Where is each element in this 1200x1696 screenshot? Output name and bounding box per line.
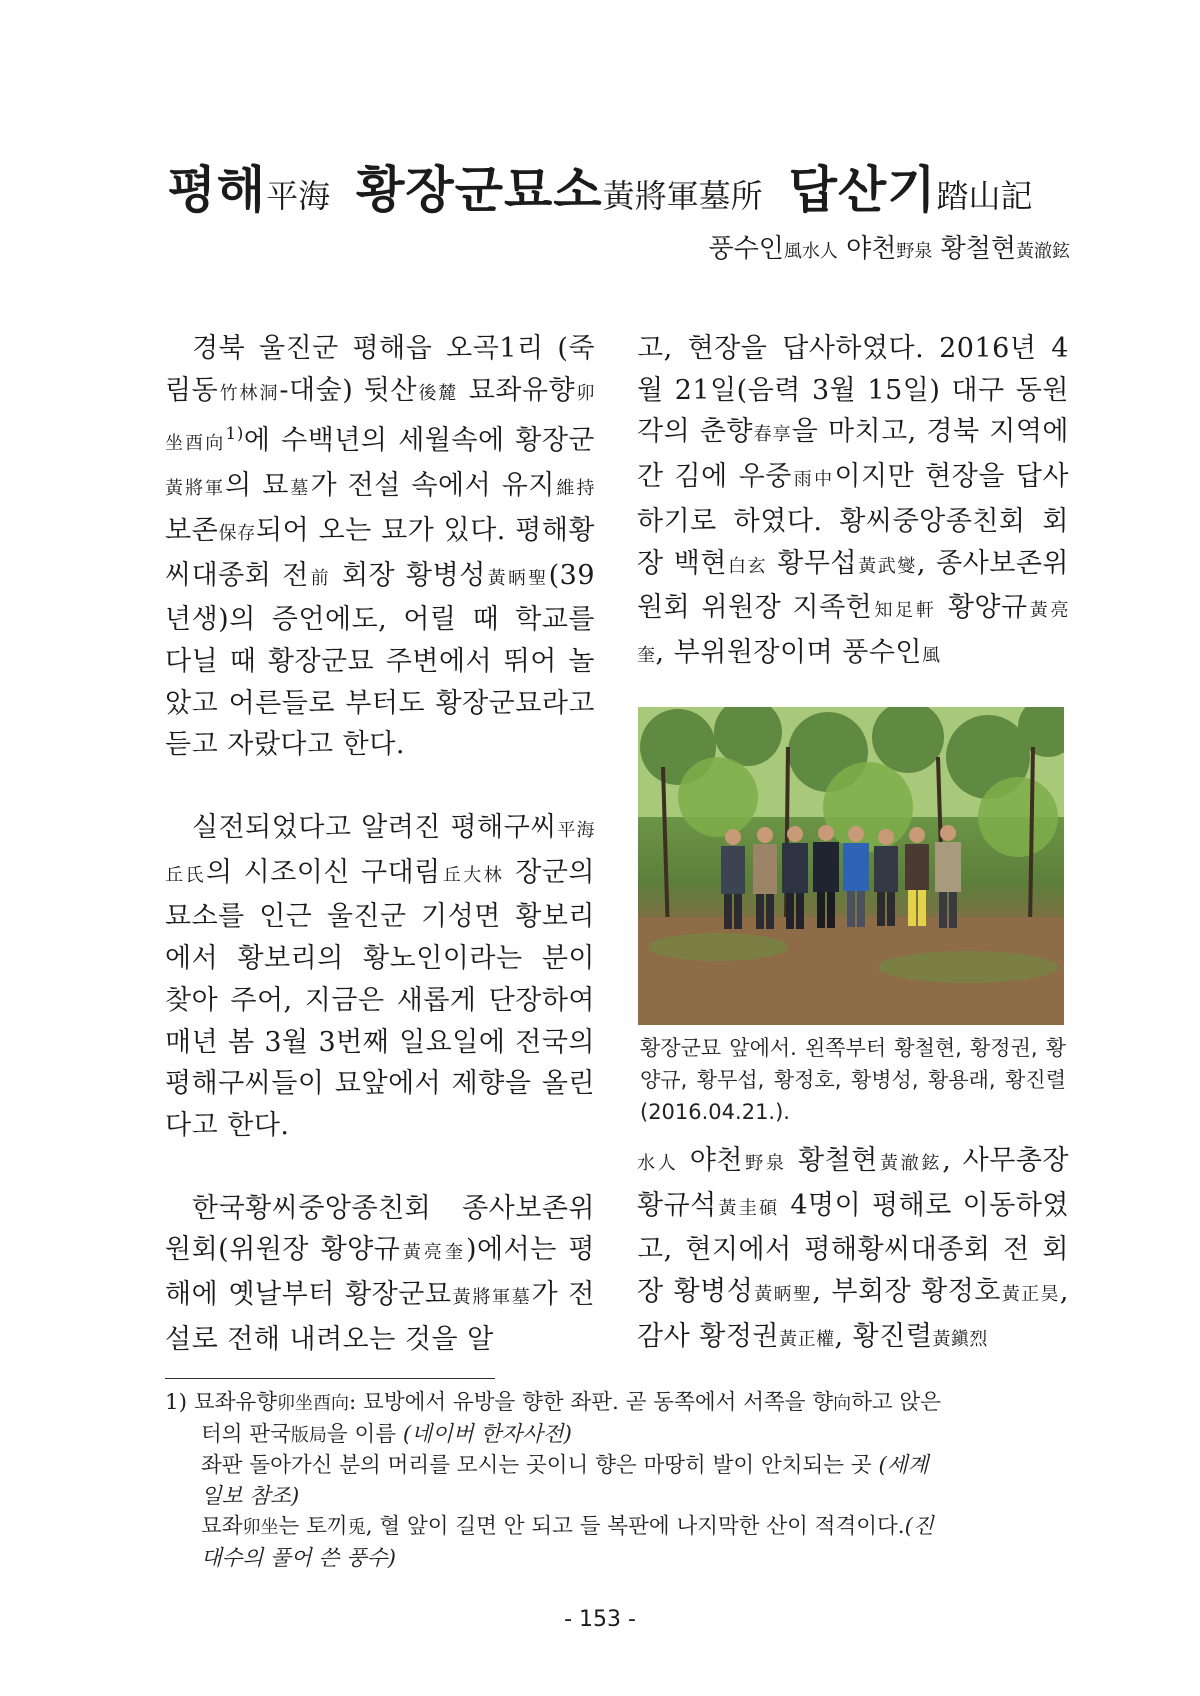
body-text: )에서는 평해에 옛날부터 황장군묘 bbox=[165, 1234, 596, 1311]
hanja-gloss: 前 bbox=[308, 567, 332, 589]
body-text: 가 전설 속에서 유지 bbox=[310, 470, 555, 502]
article-title bbox=[0, 158, 1200, 228]
hanja-gloss: 黃亮奎 bbox=[400, 1242, 467, 1264]
footnote-source: (세계 bbox=[878, 1453, 929, 1478]
title-hanja-1: 平海 bbox=[266, 177, 331, 215]
group-photo bbox=[638, 707, 1064, 1025]
body-text: 회장 황병성 bbox=[331, 559, 486, 591]
footnote-text: 묘좌 bbox=[201, 1514, 243, 1539]
title-hanja-2: 黃將軍墓所 bbox=[602, 177, 763, 215]
footnote-hanja: 卯坐酉向 bbox=[276, 1393, 349, 1414]
footnote-text: , 혈 앞이 길면 안 되고 들 복판에 나지막한 산이 적격이다. bbox=[365, 1514, 905, 1539]
body-text: , 황진렬 bbox=[834, 1320, 933, 1352]
footnote bbox=[165, 1388, 1070, 1574]
left-column bbox=[165, 328, 595, 1360]
footnote-line-4 bbox=[165, 1482, 1070, 1513]
paragraph-2 bbox=[165, 807, 595, 1147]
body-text: 실전되었다고 알려진 평해구씨 bbox=[192, 812, 557, 844]
hanja-gloss: 雨中 bbox=[791, 469, 835, 491]
body-text: 이지만 현장을 답사하기로 하였다. 황씨중앙종친회 회장 백현 bbox=[637, 461, 1070, 579]
hanja-gloss: 水人 bbox=[637, 1153, 679, 1174]
footnote-line-3 bbox=[165, 1451, 1070, 1482]
footnote-hanja: 兎 bbox=[347, 1517, 366, 1538]
right-column-bottom bbox=[637, 1140, 1069, 1361]
hanja-gloss: 風 bbox=[922, 644, 941, 666]
footnote-text: : 묘방에서 유방을 향한 좌판. 곧 동쪽에서 서쪽을 향 bbox=[348, 1390, 834, 1415]
footnote-hanja: 向 bbox=[833, 1393, 852, 1414]
footnote-source: (네이버 한자사전) bbox=[402, 1421, 572, 1447]
author-pen-name-hanja: 野泉 bbox=[896, 241, 933, 262]
footnote-line-2 bbox=[165, 1420, 1070, 1452]
body-text: , 부회장 황정호 bbox=[812, 1276, 1001, 1308]
hanja-gloss: 黃武燮 bbox=[857, 555, 917, 577]
body-text: 4명이 평해로 이동하였고, 현지에서 평해황씨대종회 전 회장 황병성 bbox=[637, 1189, 1069, 1308]
body-text: 장군의 묘소를 인근 울진군 기성면 황보리에서 황보리의 황노인이라는 분이 찾아 주어, 지금은 새롭게 단장하여 매년 봄 3월 3번째 일요일에 전국의 평해구씨들이 묘앞에서 제향을 올린다고 한다. bbox=[165, 856, 596, 1141]
right-column-top bbox=[637, 328, 1069, 677]
paragraph-4 bbox=[637, 328, 1069, 677]
hanja-gloss: 竹林洞 bbox=[218, 382, 280, 404]
hanja-gloss: 黃澈鉉 bbox=[877, 1153, 943, 1174]
author-name-hanja: 黃澈鉉 bbox=[1016, 241, 1070, 262]
footnote-line-5 bbox=[165, 1512, 1070, 1544]
author-pen-name: 야천 bbox=[846, 234, 897, 264]
body-text: , 사무총장 황규석 bbox=[637, 1145, 1070, 1221]
hanja-gloss: 墓 bbox=[288, 478, 311, 500]
hanja-gloss: 黃圭碩 bbox=[716, 1197, 780, 1219]
body-text: 보존 bbox=[165, 514, 219, 546]
body-text: 에 수백년의 세월속에 황장군 bbox=[243, 425, 595, 457]
author-title-hanja: 風水人 bbox=[783, 241, 838, 262]
footnote-text: 는 토끼 bbox=[278, 1514, 348, 1539]
hanja-gloss: 黃昞聖 bbox=[485, 567, 549, 589]
hanja-gloss: 平海丘氏 bbox=[165, 820, 596, 886]
hanja-gloss: 黃正權 bbox=[779, 1328, 835, 1350]
body-text: 경북 울진군 평해읍 오곡1리 (죽림동 bbox=[165, 333, 595, 406]
hanja-gloss: 春享 bbox=[752, 424, 792, 446]
footnote-text: 을 이름 bbox=[326, 1421, 403, 1447]
footnote-source: 일보 참조) bbox=[201, 1483, 300, 1509]
hanja-gloss: 維持 bbox=[554, 478, 595, 500]
body-text: , 종사보존위원회 위원장 지족헌 bbox=[637, 547, 1069, 624]
body-text: 되어 오는 묘가 있다. 평해황씨대종회 전 bbox=[165, 514, 595, 591]
author-name: 황철현 bbox=[940, 234, 1016, 264]
footnote-line-1 bbox=[165, 1388, 1070, 1420]
hanja-gloss: 黃將軍墓 bbox=[451, 1287, 532, 1309]
footnote-line-6 bbox=[165, 1544, 1070, 1575]
author-title: 풍수인 bbox=[708, 234, 784, 264]
footnote-text: 터의 판국 bbox=[201, 1421, 291, 1447]
body-text: 고, 현장을 답사하였다. 2016년 4월 21일(음력 3월 15일) 대구 동원각의 춘향 bbox=[637, 333, 1069, 448]
paragraph-3 bbox=[165, 1188, 595, 1361]
body-text: -대숲) 뒷산 bbox=[279, 374, 417, 406]
footnote-source: (진 bbox=[904, 1514, 934, 1539]
body-text: 한국황씨중앙종친회 종사보존위원회(위원장 황양규 bbox=[165, 1192, 595, 1266]
title-korean-1: 평해 bbox=[167, 161, 267, 219]
title-korean-3: 답산기 bbox=[788, 161, 937, 219]
body-text: , 부위원장이며 풍수인 bbox=[655, 636, 922, 668]
photo-caption: 황장군묘 앞에서. 왼쪽부터 황철현, 황정권, 황양규, 황무섭, 황정호, 황병성, 황용래, 황진렬 (2016.04.21.). bbox=[640, 1036, 1066, 1124]
title-hanja-3: 踏山記 bbox=[936, 177, 1033, 215]
footnote-source: 대수의 풀어 쓴 풍수) bbox=[201, 1545, 397, 1571]
hanja-gloss: 後麓 bbox=[416, 382, 459, 404]
footnote-text: 좌판 돌아가신 분의 머리를 모시는 곳이니 향은 마땅히 발이 안치되는 곳 bbox=[201, 1453, 879, 1478]
body-text: 의 묘 bbox=[225, 470, 289, 502]
paragraph-5 bbox=[637, 1140, 1069, 1361]
hanja-gloss: 保存 bbox=[218, 522, 257, 544]
footnote-text: 하고 앉은 bbox=[851, 1390, 942, 1415]
body-text: 의 시조이신 구대림 bbox=[205, 856, 441, 888]
footnote-hanja: 卯坐 bbox=[242, 1517, 279, 1538]
hanja-gloss: 卯坐酉向 bbox=[165, 382, 595, 455]
hanja-gloss: 白玄 bbox=[726, 555, 768, 577]
hanja-gloss: 黃將軍 bbox=[165, 478, 226, 500]
page-number: - 153 - bbox=[564, 1607, 636, 1632]
hanja-gloss: 黃亮奎 bbox=[637, 600, 1069, 666]
body-text: 황양규 bbox=[936, 592, 1028, 624]
footnote-ref: 1) bbox=[225, 424, 244, 445]
paragraph-1 bbox=[165, 328, 595, 766]
footnote-divider bbox=[165, 1378, 495, 1379]
hanja-gloss: 丘大林 bbox=[440, 864, 505, 886]
body-text: 묘좌유향 bbox=[458, 374, 576, 406]
body-text: 야천 bbox=[678, 1145, 743, 1176]
hanja-gloss: 黃正昊 bbox=[1000, 1284, 1060, 1306]
body-text: 황무섭 bbox=[767, 547, 858, 579]
hanja-gloss: 野泉 bbox=[742, 1153, 787, 1174]
hanja-gloss: 知足軒 bbox=[872, 600, 937, 622]
body-text: (39년생)의 증언에도, 어릴 때 학교를 다닐 때 황장군묘 주변에서 뛰어 놀았고 어른들로 부터도 황장군묘라고 듣고 자랐다고 한다. bbox=[165, 559, 596, 761]
body-text: 가 전설로 전해 내려오는 것을 알 bbox=[165, 1279, 595, 1355]
body-text: , 감사 황정권 bbox=[637, 1276, 1069, 1352]
hanja-gloss: 黃昞聖 bbox=[753, 1284, 813, 1306]
body-text: 을 마치고, 경북 지역에 간 김에 우중 bbox=[637, 416, 1069, 493]
footnote-text: 1) 묘좌유향 bbox=[165, 1390, 277, 1415]
author-byline bbox=[709, 232, 1070, 269]
body-text: 황철현 bbox=[786, 1145, 878, 1176]
footnote-hanja: 版局 bbox=[290, 1424, 327, 1446]
hanja-gloss: 黃鎭烈 bbox=[932, 1328, 988, 1350]
title-korean-2: 황장군묘소 bbox=[356, 161, 603, 219]
